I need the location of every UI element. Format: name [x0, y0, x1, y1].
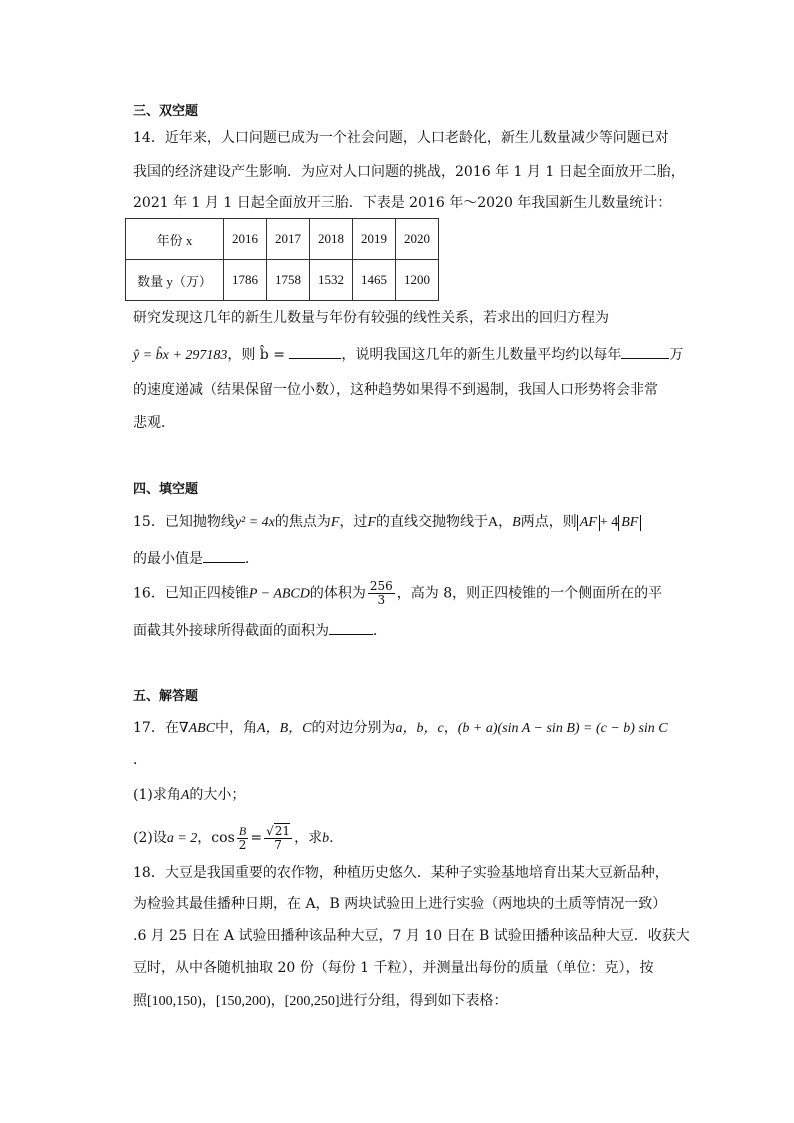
q14-line-2: 我国的经济建设产生影响．为应对人口问题的挑战，2016 年 1 月 1 日起全面放开二胎， [133, 164, 685, 180]
q14-line-1: 14．近年来，人口问题已成为一个社会问题，人口老龄化，新生儿数量减少等问题已对 [133, 130, 669, 146]
q16-line-2 [133, 620, 387, 641]
q17-dot: ． [133, 752, 147, 768]
answer-blank [203, 548, 245, 563]
point-b: B [512, 515, 521, 530]
q17-text: ，cos [197, 830, 235, 846]
answer-blank [289, 344, 341, 359]
q14-text: 万 [669, 347, 684, 363]
q16-text: 面截其外接球所得截面的面积为 [133, 623, 329, 639]
section-5-title: 五、解答题 [133, 689, 199, 704]
q17-text: 17．在 [133, 720, 179, 736]
fraction-denominator: 3 [377, 593, 386, 607]
q15-text: ． [245, 551, 259, 567]
q14-line-7: 悲观． [133, 415, 175, 431]
year-label-cell: 年份 x [126, 219, 224, 260]
count-cell: 1758 [267, 260, 310, 301]
q15-text: 的直线交抛物线于 [376, 514, 489, 530]
year-cell: 2016 [224, 219, 267, 260]
q15-text: 的焦点为 [274, 514, 331, 530]
q17-text: ，求 [294, 830, 323, 846]
q15-text: 两点，则 [520, 514, 577, 530]
q16-text: 16．已知正四棱锥 [133, 585, 249, 602]
pyramid-name: P − ABCD [248, 586, 310, 602]
q15-text: ，过 [339, 514, 368, 530]
fraction-numerator: 256 [369, 579, 393, 593]
q14-line-6: 的速度递减（结果保留一位小数），这种趋势如果得不到遏制，我国人口形势将会非常 [133, 382, 658, 398]
point-a: A [488, 515, 499, 530]
q15-text: ， [498, 514, 513, 530]
q15-line-1 [133, 512, 641, 533]
q17-text: . [329, 830, 334, 846]
q16-text: ，高为 8，则正四棱锥的一个侧面所在的平 [396, 585, 663, 602]
section-3-title: 三、双空题 [133, 104, 199, 119]
triangle-name: ∇ABC [178, 721, 216, 736]
section-4-title: 四、填空题 [133, 482, 199, 497]
q18-line-2: 为检验其最佳播种日期，在 A，B 两块试验田上进行实验（两地块的土质等情况一致） [133, 896, 667, 912]
table-row [126, 219, 439, 260]
q18-line-4: 豆时，从中各随机抽取 20 份（每份 1 千粒），并测量出每份的质量（单位：克），按 [133, 960, 654, 976]
volume-fraction [368, 580, 395, 607]
q16-text: ． [373, 623, 387, 639]
q17-text: 中，角 [215, 720, 258, 736]
q17-equation: (b + a)(sin A − sin B) = (c − b) sin C [457, 721, 668, 736]
interval-1: [100,150) [147, 994, 202, 1009]
parabola-equation: y² = 4x [234, 515, 275, 530]
q18-text: 进行分组，得到如下表格： [339, 993, 508, 1009]
q15-text: 的最小值是 [133, 551, 203, 567]
q15-text: + 4 [599, 515, 619, 530]
q18-line-3: .6 月 25 日在 A 试验田播种该品种大豆，7 月 10 日在 B 试验田播种该品种大豆．收获大 [133, 928, 690, 944]
newborn-table [125, 218, 439, 301]
side-a-value: a = 2 [166, 831, 198, 846]
count-label-cell: 数量 y（万） [126, 260, 224, 301]
half-angle-fraction [237, 825, 249, 852]
q14-line-3: 2021 年 1 月 1 日起全面放开三胎．下表是 2016 年～2020 年我国新生儿数量统计： [133, 195, 672, 211]
q18-text: ， [201, 993, 216, 1009]
fraction-numerator: B [237, 825, 249, 839]
q14-text: ，则 b̂ = [227, 347, 285, 363]
q15-line-2 [133, 548, 259, 569]
radicand: 21 [274, 823, 291, 838]
q14-line-5 [133, 344, 683, 366]
point-f: F [367, 515, 377, 530]
count-cell: 1465 [353, 260, 396, 301]
q17-line-1 [133, 718, 668, 739]
fraction-denominator: 2 [238, 837, 247, 852]
year-cell: 2018 [310, 219, 353, 260]
q14-line-4: 研究发现这几年的新生儿数量与年份有较强的线性关系，若求出的回归方程为 [133, 310, 609, 326]
interval-3: [200,250] [284, 994, 340, 1009]
q16-line-1 [133, 580, 662, 607]
abs-bf: BF [618, 515, 641, 531]
q17-text: 的对边分别为 [311, 720, 396, 736]
regression-equation: ŷ = b̂x + 297183 [133, 348, 228, 363]
angle-names: A，B，C [257, 721, 312, 736]
q15-text: 15．已知抛物线 [133, 514, 235, 530]
q17-text: (2)设 [133, 830, 167, 846]
q18-line-1: 18．大豆是我国重要的农作物，种植历史悠久．某种子实验基地培育出某大豆新品种， [133, 865, 669, 881]
year-cell: 2019 [353, 219, 396, 260]
fraction-numerator: √21 [266, 823, 291, 838]
q17-part-1 [133, 785, 245, 806]
q18-line-5 [133, 991, 507, 1012]
count-cell: 1200 [396, 260, 439, 301]
year-cell: 2017 [267, 219, 310, 260]
q14-text: ，说明我国这几年的新生儿数量平均约以每年 [341, 347, 622, 363]
side-b: b [322, 831, 330, 846]
q18-text: 照 [133, 993, 147, 1009]
point-f: F [330, 515, 340, 530]
q17-text: = [250, 830, 263, 846]
side-names: a，b，c [395, 721, 444, 736]
q17-text: 的大小； [189, 787, 246, 803]
q17-part-2 [133, 820, 334, 857]
count-cell: 1786 [224, 260, 267, 301]
answer-blank [621, 344, 669, 359]
interval-2: [150,200) [215, 994, 271, 1009]
q17-text: ， [443, 720, 458, 736]
fraction-denominator: 7 [274, 837, 282, 852]
q16-text: 的体积为 [309, 585, 366, 602]
abs-af: AF [577, 515, 600, 531]
table-row [126, 260, 439, 301]
angle-a: A [180, 788, 190, 803]
q18-text: ， [270, 993, 285, 1009]
year-cell: 2020 [396, 219, 439, 260]
q17-text: (1)求角 [133, 787, 181, 803]
answer-blank [329, 620, 373, 635]
root-fraction [264, 825, 292, 852]
count-cell: 1532 [310, 260, 353, 301]
